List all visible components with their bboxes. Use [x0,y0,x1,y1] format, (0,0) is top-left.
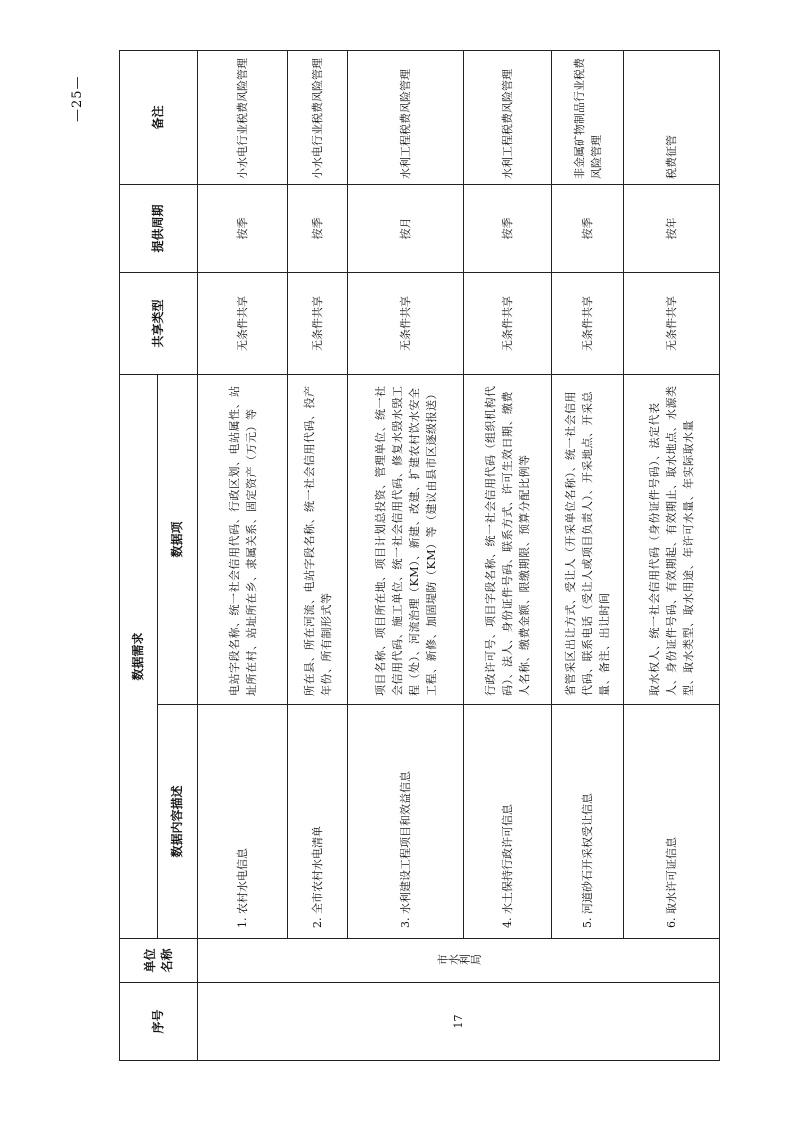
desc-cell: 6. 取水许可证信息 [624,705,720,939]
period-cell: 按季 [288,184,348,272]
period-cell: 按月 [348,184,464,272]
remark-cell: 水利工程税费风险管理 [348,50,464,184]
remark-cell: 小水电行业税费风险管理 [288,50,348,184]
table-row [624,50,720,1060]
header-items: 数据项 [158,374,198,704]
share-type-cell: 无条件共享 [198,272,288,374]
share-type-cell: 无条件共享 [552,272,624,374]
unit-cell: 市水利局 [198,939,720,983]
share-type-cell: 无条件共享 [464,272,552,374]
desc-cell: 5. 河道砂石开采权受让信息 [552,705,624,939]
table-row [464,50,552,1060]
share-type-cell: 无条件共享 [288,272,348,374]
remark-cell: 水利工程税费风险管理 [464,50,552,184]
period-cell: 按年 [624,184,720,272]
remark-cell: 小水电行业税费风险管理 [198,50,288,184]
page-number: —25— [70,75,85,122]
items-cell: 项目名称、项目所在地、项目计划总投资、管理单位、统一社会信用代码、施工单位、统一社会信用代码、修复水毁水毁工程（处）、河流治理（KM）、新建、改建、扩建农村饮水安全工程、新修、加固堤防（KM）等（建议由县市区逐级报送） [348,374,464,704]
table-row [198,50,288,1060]
header-data-requirement: 数据需求 [120,374,158,938]
share-type-cell: 无条件共享 [348,272,464,374]
items-cell: 取水权人、统一社会信用代码（身份证件号码）、法定代表人、身份证件号码、有效期起、有效期止、取水地点、水源类型、取水类型、取水用途、年许可水量、年实际取水量 [624,374,720,704]
desc-cell: 2. 全市农村水电清单 [288,705,348,939]
items-cell: 所在县、所在河流、电站字段名称、统一社会信用代码、投产年份、所有制形式等 [288,374,348,704]
desc-cell: 1. 农村水电信息 [198,705,288,939]
items-cell: 省管采区出让方式、受让人（开采单位名称）、统一社会信用代码、联系电话（受让人或项目负责人）、开采地点、开采总量、备注、出让时间 [552,374,624,704]
period-cell: 按季 [464,184,552,272]
data-requirements-table [119,50,720,1061]
header-description: 数据内容描述 [158,705,198,939]
desc-cell: 4. 水土保持行政许可信息 [464,705,552,939]
remark-cell: 非金属矿物制品行业税费风险管理 [552,50,624,184]
header-row-1 [120,50,158,1060]
seq-cell: 17 [198,983,720,1061]
table-row [552,50,624,1060]
header-remark: 备注 [120,50,198,184]
period-cell: 按季 [198,184,288,272]
header-share-type: 共享类型 [120,272,198,374]
remark-cell: 税费征管 [624,50,720,184]
header-seq: 序号 [120,983,198,1061]
table-row [348,50,464,1060]
period-cell: 按季 [552,184,624,272]
header-unit: 单位名称 [120,939,198,983]
items-cell: 电站字段名称、统一社会信用代码、行政区划、电站属性、站址所在村、站址所在乡、隶属关系、固定资产（万元）等 [198,374,288,704]
items-cell: 行政许可号、项目字段名称、统一社会信用代码（组织机构代码）、法人、身份证件号码、联系方式、许可生效日期、缴费人名称、缴费金额、限缴期限、预算分配比例等 [464,374,552,704]
desc-cell: 3. 水利建设工程项目和效益信息 [348,705,464,939]
header-period: 提供周期 [120,184,198,272]
table-row [288,50,348,1060]
share-type-cell: 无条件共享 [624,272,720,374]
